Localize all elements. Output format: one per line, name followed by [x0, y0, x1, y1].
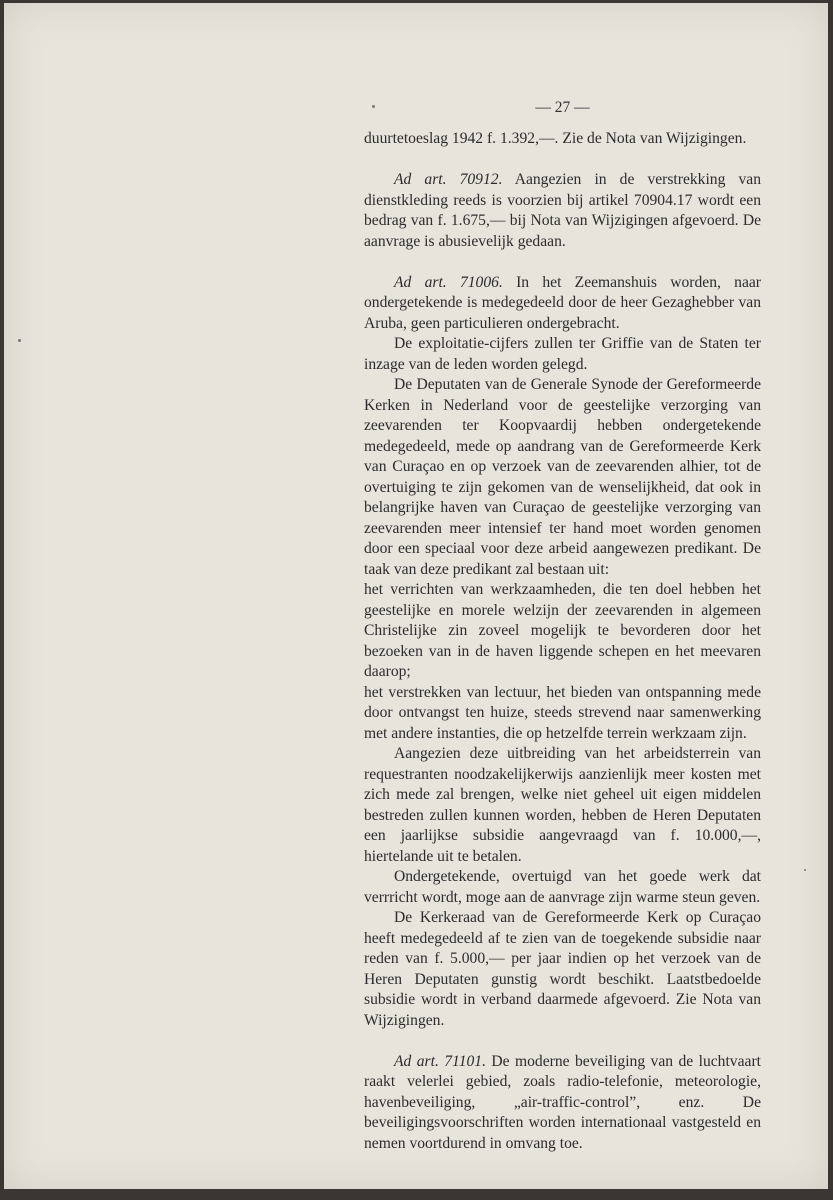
article-label: Ad art. 70912. [394, 171, 503, 188]
paragraph-text: duurtetoeslag 1942 f. 1.392,—. Zie de Nota van Wijzigingen. [364, 130, 747, 147]
paragraph [364, 867, 761, 908]
paragraph-art-71101 [364, 1052, 761, 1155]
paragraph-text: Ondergetekende, overtuigd van het goede werk dat verrricht wordt, moge aan de aanvrage zijn warme steun geven. [364, 868, 761, 906]
paragraph-text: In het Zeemanshuis worden, naar ondergetekende is medegedeeld door de heer Gezaghebber van Aruba, geen particulieren ondergebracht. [364, 273, 761, 332]
paragraph [364, 744, 761, 867]
stray-mark [18, 339, 21, 342]
paragraph-continuation [364, 129, 761, 150]
document-page [4, 3, 828, 1189]
paragraph-text: Aangezien deze uitbreiding van het arbeidsterrein van requestranten noodzakelijkerwijs aanzienlijk meer kosten met zich mede zal brengen, welke niet geheel uit eigen middelen bestreden zullen kunnen worden, hebben de Heren Deputaten een jaarlijkse subsidie aangevraagd van f. 10.000,—, hiertelande uit te betalen. [364, 745, 761, 865]
paragraph-text: De Kerkeraad van de Gereformeerde Kerk op Curaçao heeft medegedeeld af te zien van de toegekende subsidie naar reden van f. 5.000,— per jaar indien op het verzoek van de Heren Deputaten gunstig wordt beschikt. Laatstbedoelde subsidie wordt in verband daarmede afgevoerd. Zie Nota van Wijzigingen. [364, 909, 761, 1029]
paragraph [364, 375, 761, 580]
article-label: Ad art. 71006. [394, 273, 503, 291]
paragraph-text: De exploitatie-cijfers zullen ter Griffie van de Staten ter inzage van de leden worden gelegd. [364, 335, 761, 373]
paragraph-art-71006 [364, 273, 761, 335]
page-number: — 27 — [535, 99, 590, 116]
stray-mark [804, 869, 806, 871]
paragraph [364, 908, 761, 1031]
paragraph-text: het verrichten van werkzaamheden, die ten doel hebben het geestelijke en morele welzijn der zeevarenden in algemeen Christelijke zin zoveel mogelijk te bevorderen door het bezoeken van in de haven liggende schepen en het meevaren daarop; [364, 581, 761, 680]
list-item [364, 580, 761, 683]
paragraph-text: De moderne beveiliging van de luchtvaart raakt velerlei gebied, zoals radio-telefonie, meteorologie, havenbeveiliging, „air-traffic-control”, enz. De beveiligingsvoorschriften worden internationaal vastgesteld en nemen voortdurend in omvang toe. [364, 1052, 761, 1152]
list-item [364, 683, 761, 745]
paragraph-art-70912 [364, 170, 761, 252]
paragraph [364, 334, 761, 375]
article-label: Ad art. 71101. [394, 1052, 486, 1070]
body-text [364, 129, 761, 1154]
paragraph-text: De Deputaten van de Generale Synode der Gereformeerde Kerken in Nederland voor de geestelijke verzorging van zeevarenden ter Koopvaardij hebben ondergetekende medegedeeld, mede op aandrang van de Gereformeerde Kerk van Curaçao en op verzoek van de zeevarenden alhier, tot de overtuiging te zijn gekomen van de wenselijkheid, dat ook in belangrijke haven van Curaçao de geestelijke verzorging van zeevarenden meer intensief ter hand moet worden genomen door een speciaal voor deze arbeid aangewezen predikant. De taak van deze predikant zal bestaan uit: [364, 376, 761, 578]
paragraph-text: Aangezien in de verstrekking van dienstkleding reeds is voorzien bij artikel 70904.17 wordt een bedrag van f. 1.675,— bij Nota van Wijzigingen afgevoerd. De aanvrage is abusievelijk gedaan. [364, 171, 761, 250]
paragraph-text: het verstrekken van lectuur, het bieden van ontspanning mede door ontvangst ten huize, steeds strevend naar samenwerking met andere instanties, die op hetzelfde terrein werkzaam zijn. [364, 683, 761, 742]
